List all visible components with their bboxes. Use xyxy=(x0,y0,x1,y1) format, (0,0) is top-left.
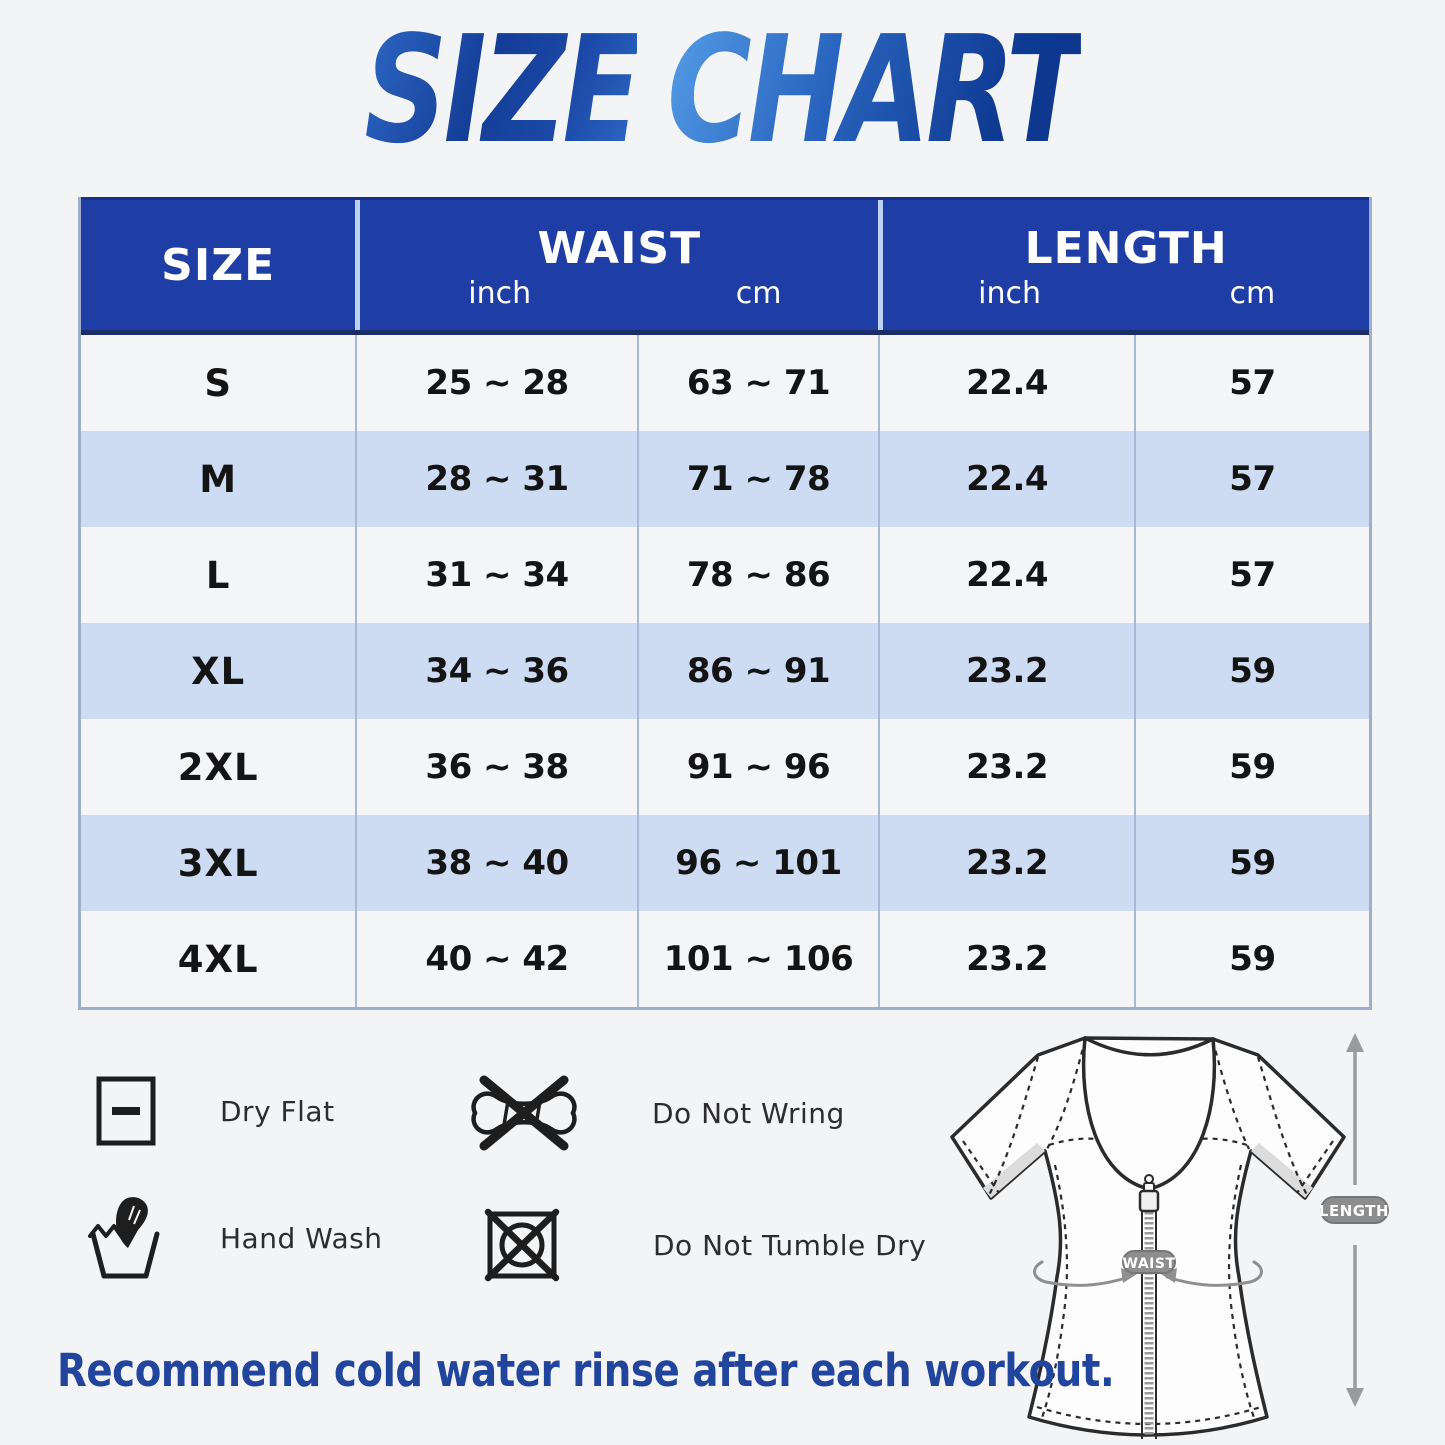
title-word-chart: CHART xyxy=(667,4,1081,176)
table-row-m xyxy=(81,431,1369,527)
table-row-xl xyxy=(81,623,1369,719)
care-item-do-not-wring xyxy=(468,1072,845,1154)
header-waist-group xyxy=(355,200,878,330)
length-inch-value: 23.2 xyxy=(878,623,1134,719)
length-cm-value: 59 xyxy=(1134,911,1369,1007)
waist-inch-value: 38 ~ 40 xyxy=(355,815,636,911)
care-item-dry-flat xyxy=(95,1075,335,1147)
size-value: XL xyxy=(191,649,246,693)
size-chart-table xyxy=(78,197,1372,1010)
size-value: 2XL xyxy=(177,745,259,789)
length-inch-value: 22.4 xyxy=(878,431,1134,527)
size-value: L xyxy=(205,553,231,597)
length-cm-value: 59 xyxy=(1134,623,1369,719)
length-badge xyxy=(1319,1197,1389,1223)
length-cm-value: 59 xyxy=(1134,815,1369,911)
size-value: 4XL xyxy=(177,937,259,981)
length-cm-value: 57 xyxy=(1134,431,1369,527)
table-body xyxy=(81,335,1369,1007)
waist-unit-inch: inch xyxy=(468,276,532,311)
size-value: S xyxy=(204,361,232,405)
length-unit-cm: cm xyxy=(1229,276,1276,311)
table-row-4xl xyxy=(81,911,1369,1007)
length-cm-value: 59 xyxy=(1134,719,1369,815)
waist-inch-value: 34 ~ 36 xyxy=(355,623,636,719)
length-cm-value: 57 xyxy=(1134,335,1369,431)
waist-inch-value: 31 ~ 34 xyxy=(355,527,636,623)
header-length-group xyxy=(878,200,1369,330)
table-row-s xyxy=(81,335,1369,431)
waist-cm-value: 86 ~ 91 xyxy=(637,623,879,719)
waist-badge xyxy=(1123,1251,1176,1273)
waist-inch-value: 36 ~ 38 xyxy=(355,719,636,815)
page-title xyxy=(159,4,1286,176)
footer-note: Recommend cold water rinse after each workout. xyxy=(57,1344,1115,1397)
care-label: Do Not Wring xyxy=(652,1096,845,1130)
waist-inch-value: 40 ~ 42 xyxy=(355,911,636,1007)
care-label: Dry Flat xyxy=(220,1094,335,1128)
care-label: Hand Wash xyxy=(220,1221,383,1255)
table-row-l xyxy=(81,527,1369,623)
waist-unit-cm: cm xyxy=(735,276,782,311)
table-row-2xl xyxy=(81,719,1369,815)
dry-flat-icon xyxy=(95,1075,157,1147)
waist-measure-label: WAIST xyxy=(1122,1256,1176,1272)
length-inch-value: 23.2 xyxy=(878,719,1134,815)
hand-wash-icon xyxy=(88,1196,162,1280)
size-value: M xyxy=(199,457,238,501)
table-row-3xl xyxy=(81,815,1369,911)
waist-units-row xyxy=(360,276,878,317)
size-value: 3XL xyxy=(177,841,259,885)
header-length-label: LENGTH xyxy=(1024,223,1228,274)
waist-cm-value: 101 ~ 106 xyxy=(637,911,879,1007)
waist-cm-value: 96 ~ 101 xyxy=(637,815,879,911)
waist-cm-value: 78 ~ 86 xyxy=(637,527,879,623)
length-inch-value: 23.2 xyxy=(878,911,1134,1007)
length-unit-inch: inch xyxy=(978,276,1041,311)
waist-inch-value: 25 ~ 28 xyxy=(355,335,636,431)
waist-cm-value: 63 ~ 71 xyxy=(637,335,879,431)
length-inch-value: 22.4 xyxy=(878,527,1134,623)
care-label: Do Not Tumble Dry xyxy=(653,1228,927,1262)
header-waist-label: WAIST xyxy=(537,223,702,274)
header-size-cell xyxy=(81,200,355,330)
header-size-label: SIZE xyxy=(161,239,276,291)
table-header xyxy=(81,197,1369,335)
do-not-wring-icon xyxy=(468,1072,580,1154)
waist-cm-value: 91 ~ 96 xyxy=(637,719,879,815)
length-cm-value: 57 xyxy=(1134,527,1369,623)
title-word-size: SIZE xyxy=(364,4,638,176)
care-item-do-not-tumble-dry xyxy=(484,1206,926,1284)
waist-inch-value: 28 ~ 31 xyxy=(355,431,636,527)
length-measure-label: LENGTH xyxy=(1318,1202,1390,1220)
care-item-hand-wash xyxy=(88,1196,383,1280)
length-units-row xyxy=(883,276,1369,317)
waist-cm-value: 71 ~ 78 xyxy=(637,431,879,527)
do-not-tumble-dry-icon xyxy=(484,1206,560,1284)
length-inch-value: 22.4 xyxy=(878,335,1134,431)
length-inch-value: 23.2 xyxy=(878,815,1134,911)
